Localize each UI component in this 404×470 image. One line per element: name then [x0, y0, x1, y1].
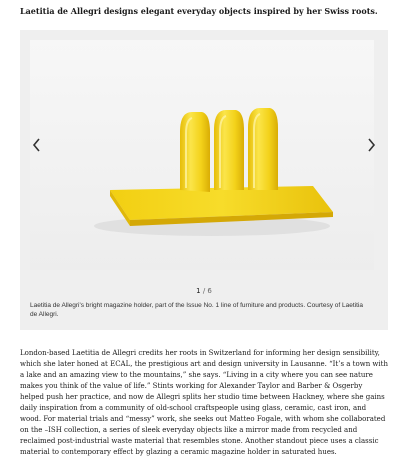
- chevron-right-icon: [366, 138, 376, 152]
- gallery-prev-button[interactable]: [27, 133, 47, 157]
- gallery-caption: Laetitia de Allegri's bright magazine holder, part of the Issue No. 1 line of furniture and products. Courtesy of Laetitia de Allegri.: [30, 302, 363, 318]
- magazine-holder-image: [30, 40, 374, 270]
- gallery-counter: [20, 287, 388, 295]
- article-intro: Laetitia de Allegri designs elegant everyday objects inspired by her Swiss roots.: [20, 6, 378, 16]
- gallery-slide-image: [30, 40, 374, 270]
- gallery-counter-total: 6: [207, 287, 212, 295]
- chevron-left-icon: [32, 138, 42, 152]
- gallery-counter-current: 1: [196, 287, 201, 295]
- gallery-counter-separator: /: [200, 287, 208, 295]
- article-body: London-based Laetitia de Allegri credits her roots in Switzerland for informing her design sensibility, which she later honed at ECAL, the prestigious art and design university in Lausanne. “It’s a town with a lake and an amazing view to the mountains,” she says. “Living in a city where you can see nature makes you think of the value of life.” Stints working for Alexander Taylor and Barber & Osgerby helped push her practice, and now de Allegri splits her studio time between Hackney, where she gains daily inspiration from a community of old-school craftspeople using glass, ceramic, cast iron, and wood. For material trials and “messy” work, she seeks out Matteo Fogale, with whom she collaborated on the –ISH collection, a series of sleek everyday objects like a mirror made from recycled and reclaimed post-industrial waste material that resembles stone. Another standout piece uses a classic material to contemporary effect by glazing a ceramic magazine holder in saturated hues.: [20, 349, 388, 456]
- image-gallery: [20, 30, 388, 330]
- gallery-next-button[interactable]: [361, 133, 381, 157]
